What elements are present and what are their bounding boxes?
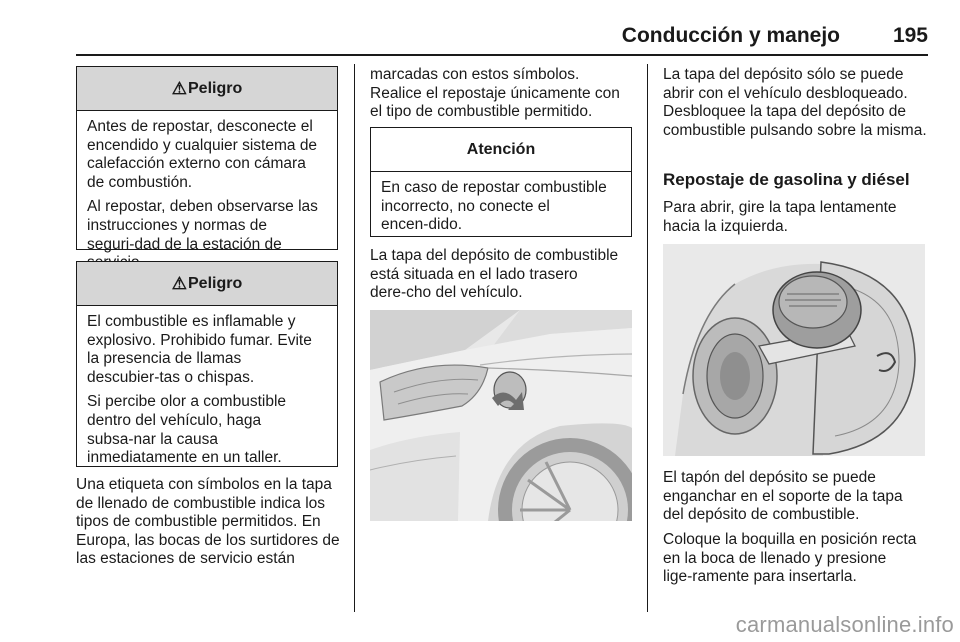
notice-box-body bbox=[371, 172, 631, 235]
page-header-title: Conducción y manejo bbox=[621, 24, 840, 47]
warning-triangle-icon: ⚠ bbox=[171, 273, 187, 293]
danger-box-2-title: Peligro bbox=[188, 274, 243, 292]
site-watermark: carmanualsonline.info bbox=[735, 612, 954, 637]
car-rear-fuel-flap-illustration bbox=[370, 310, 632, 521]
cap-holder-paragraph: El tapón del depósito se puede enganchar en el soporte de la tapa del depósito de combustible. bbox=[663, 469, 903, 524]
danger-box-2 bbox=[76, 261, 338, 467]
fuel-cap-illustration-svg bbox=[663, 244, 925, 456]
warning-triangle-icon: ⚠ bbox=[171, 78, 187, 98]
nozzle-paragraph: Coloque la boquilla en posición recta en la boca de llenado y presione lige‑ramente para insertarla. bbox=[663, 531, 917, 586]
car-rear-illustration-svg bbox=[370, 310, 632, 521]
notice-box-header bbox=[371, 128, 631, 172]
page-number: 195 bbox=[892, 24, 928, 47]
section-heading-refuelling: Repostaje de gasolina y diésel bbox=[663, 170, 910, 189]
fuel-flap-unlock-paragraph: La tapa del depósito sólo se puede abrir con el vehículo desbloqueado. Desbloquee la tapa del depósito de combustible pulsando sobre la misma. bbox=[663, 66, 927, 139]
danger-box-2-paragraph-1: El combustible es inflamable y explosivo. Prohibido fumar. Evite la presencia de llamas descubier‑tas o chispas. bbox=[87, 313, 312, 386]
danger-box-1 bbox=[76, 66, 338, 253]
column-divider-1 bbox=[354, 64, 355, 612]
danger-box-1-title: Peligro bbox=[188, 79, 243, 97]
fuel-symbols-paragraph: marcadas con estos símbolos. Realice el repostaje únicamente con el tipo de combustible permitido. bbox=[370, 66, 620, 121]
danger-box-1-paragraph-1: Antes de repostar, desconecte el encendido y cualquier sistema de calefacción externo con cámara de combustión. bbox=[87, 118, 318, 191]
open-cap-paragraph: Para abrir, gire la tapa lentamente hacia la izquierda. bbox=[663, 199, 897, 235]
column-divider-2 bbox=[647, 64, 648, 612]
notice-box bbox=[370, 127, 632, 237]
danger-box-2-body bbox=[77, 306, 337, 468]
notice-box-title: Atención bbox=[466, 140, 536, 158]
danger-box-1-paragraph-2: Al repostar, deben observarse las instrucciones y normas de seguri‑dad de la estación de bbox=[87, 198, 318, 253]
danger-box-1-body bbox=[77, 111, 337, 273]
fuel-cap-open-illustration bbox=[663, 244, 925, 456]
fuel-flap-location-paragraph: La tapa del depósito de combustible está situada en el lado trasero dere‑cho del vehículo. bbox=[370, 247, 619, 302]
fuel-label-paragraph: Una etiqueta con símbolos en la tapa de llenado de combustible indica los tipos de combustible permitidos. En Europa, las bocas de los surtidores de las estaciones de servicio están bbox=[76, 476, 340, 568]
danger-box-1-header bbox=[77, 67, 337, 111]
header-rule bbox=[76, 54, 928, 56]
notice-box-text: En caso de repostar combustible incorrecto, no conecte el encen‑dido. bbox=[381, 179, 607, 234]
danger-box-2-header bbox=[77, 262, 337, 306]
danger-box-2-paragraph-2: Si percibe olor a combustible dentro del vehículo, haga subsa‑nar la causa inmediatamente en un taller. bbox=[87, 393, 287, 467]
